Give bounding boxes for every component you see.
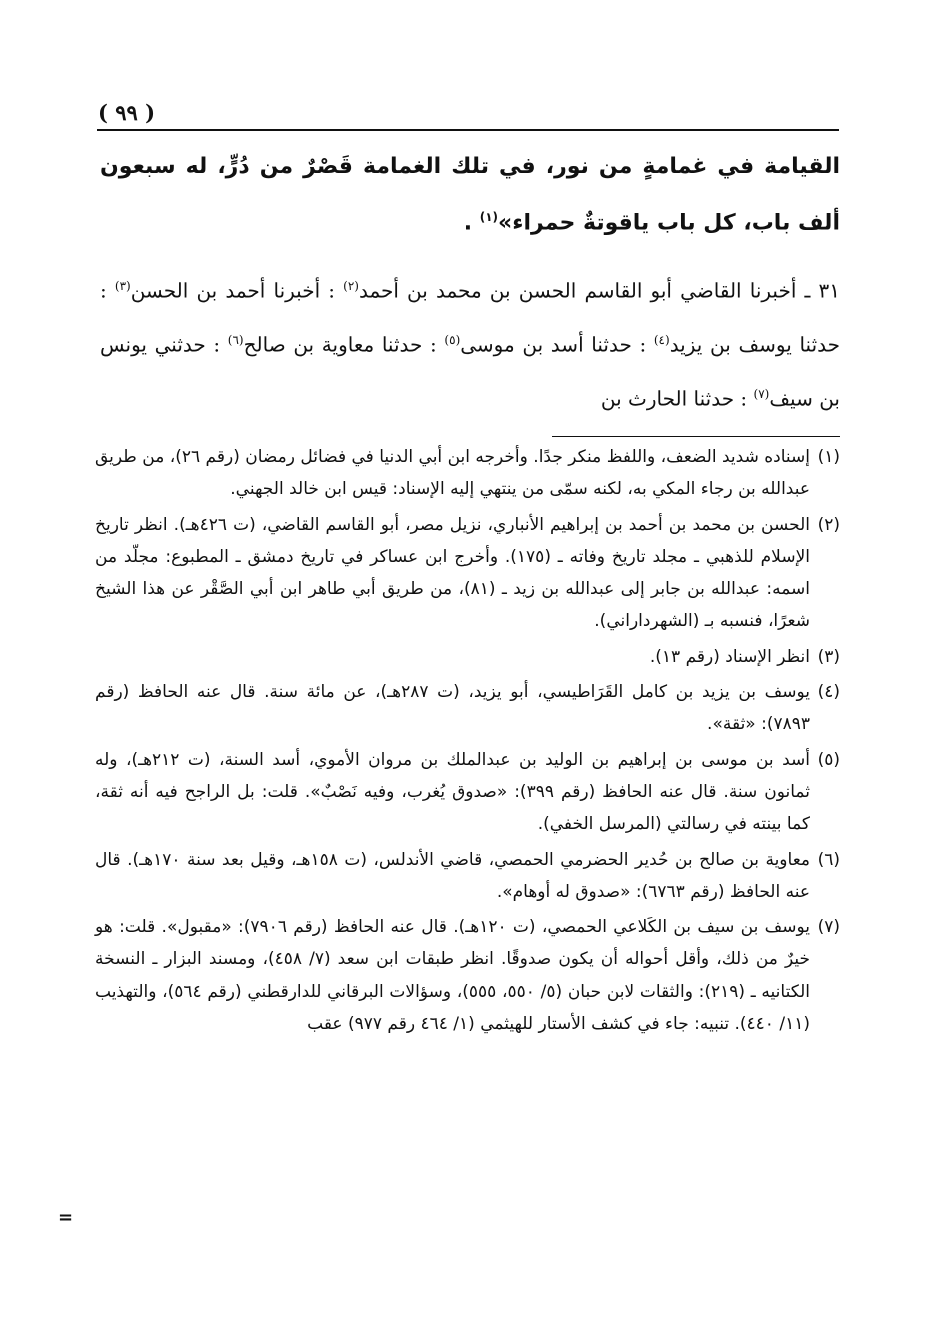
footnote-text: يوسف بن يزيد بن كامل القَرَاطيسي، أبو يزيد، (ت ٢٨٧هـ)، عن مائة سنة. قال عنه الحافظ (رقم ٧٨٩٣): «ثقة». [95, 682, 810, 735]
footnote-text: يوسف بن سيف بن الكَلاعي الحمصي، (ت ١٢٠هـ). قال عنه الحافظ (رقم ٧٩٠٦): «مقبول». قلت: هو خيرٌ من ذلك، وأقل أحواله أن يكون صدوقًا. انظر طبقات ابن سعد (٧/ ٤٥٨)، ومسند البزار ـ النسخة الكتانيه ـ (٢١٩): والثقات لابن حبان (٥/ ٥٥٠، ٥٥٥)، وسؤالات البرقاني للدارقطني (رقم ٥٦٤)، والتهذيب (١١/ ٤٤٠). تنبيه: جاء في كشف الأستار للهيثمي (١/ ٤٦٤ رقم ٩٧٧) عقب [95, 917, 811, 1035]
footnote-4 [95, 676, 840, 741]
footnote-1 [95, 441, 840, 506]
footnote-7 [95, 911, 840, 1040]
isnad-segment: : حدثني يونس بن سيف [100, 332, 840, 411]
isnad-segment: ٣١ ـ أخبرنا القاضي أبو القاسم الحسن بن محمد بن أحمد [358, 278, 840, 303]
isnad-segment: : حدثنا معاوية بن صالح [243, 332, 445, 357]
footnote-text: انظر الإسناد (رقم ١٣). [649, 646, 810, 667]
isnad-paragraph [100, 262, 840, 423]
footnote-number: (٤) [817, 682, 840, 703]
footnote-ref: (٣) [114, 279, 131, 294]
footnote-3 [95, 641, 840, 673]
page-number: ( ٩٩ ) [98, 100, 156, 125]
hadith-end: . [463, 210, 480, 236]
footnote-number: (١) [817, 447, 840, 467]
hadith-body: القيامة في غمامةٍ من نور، في تلك الغمامة قَصْرٌ من دُرٍّ، له سبعون ألف باب، كل باب ياقوتةٌ حمراء» [100, 154, 840, 236]
footnote-ref: (٢) [343, 279, 359, 294]
footnote-ref: (٤) [653, 332, 670, 347]
footnote-number: (٢) [817, 514, 840, 535]
isnad-segment: : حدثنا أسد بن موسى [460, 332, 654, 357]
isnad-segment: : حدثنا يوسف بن يزيد [100, 278, 840, 357]
footnote-2 [95, 509, 840, 638]
footnote-text: معاوية بن صالح بن حُدير الحضرمي الحمصي، قاضي الأندلس، (ت ١٥٨هـ، وقيل بعد سنة ١٧٠هـ). قال عنه الحافظ (رقم ٦٧٦٣): «صدوق له أوهام». [95, 849, 811, 902]
footnote-ref: (٥) [444, 332, 461, 347]
continuation-mark: = [58, 1207, 74, 1228]
isnad-segment: : حدثنا الحارث بن [600, 386, 754, 411]
hadith-text [100, 142, 840, 248]
footnote-text: إسناده شديد الضعف، واللفظ منكر جدًا. وأخرجه ابن أبي الدنيا في فضائل رمضان (رقم ٢٦)، من طريق عبدالله بن رجاء المكي به، لكنه سمّى من ينتهي إليه الإسناد: قيس ابن خالد الجهني. [95, 447, 810, 500]
footnote-ref: (٧) [753, 386, 770, 401]
footnote-ref: (٦) [227, 332, 244, 347]
isnad-segment: : أخبرنا أحمد بن الحسن [130, 278, 344, 303]
footnote-rule [552, 436, 840, 437]
footnote-text: الحسن بن محمد بن أحمد بن إبراهيم الأنباري، نزيل مصر، أبو القاسم القاضي، (ت ٤٢٦هـ). انظر تاريخ الإسلام للذهبي ـ مجلد تاريخ وفاته ـ (١٧٥). وأخرج ابن عساكر في تاريخ دمشق ـ المطبوع: مجلّد من اسمه: عبدالله بن جابر إلى عبدالله بن زيد ـ (٨١)، من طريق أبي طاهر ابن أبي الصَّقْر عن هذا الشيخ شعرًا، فنسبه بـ (الشهرداراني). [95, 514, 810, 632]
footnote-number: (٥) [817, 749, 840, 770]
main-text [100, 142, 840, 423]
footnotes [95, 441, 840, 1043]
footnote-number: (٦) [817, 849, 841, 870]
header-rule [97, 129, 839, 131]
footnote-5 [95, 744, 840, 841]
footnote-6 [95, 844, 840, 909]
footnote-text: أسد بن موسى بن إبراهيم بن الوليد بن عبدالملك بن مروان الأموي، أسد السنة، (ت ٢١٢هـ)، وله ثمانون سنة. قال عنه الحافظ (رقم ٣٩٩): «صدوق يُغرب، وفيه نَصْبٌ». قلت: بل الراجح فيه أنه ثقة، كما بينته في رسالتي (المرسل الخفي). [95, 749, 810, 835]
footnote-ref: (١) [479, 210, 499, 224]
footnote-number: (٧) [817, 917, 840, 938]
footnote-number: (٣) [817, 646, 840, 667]
